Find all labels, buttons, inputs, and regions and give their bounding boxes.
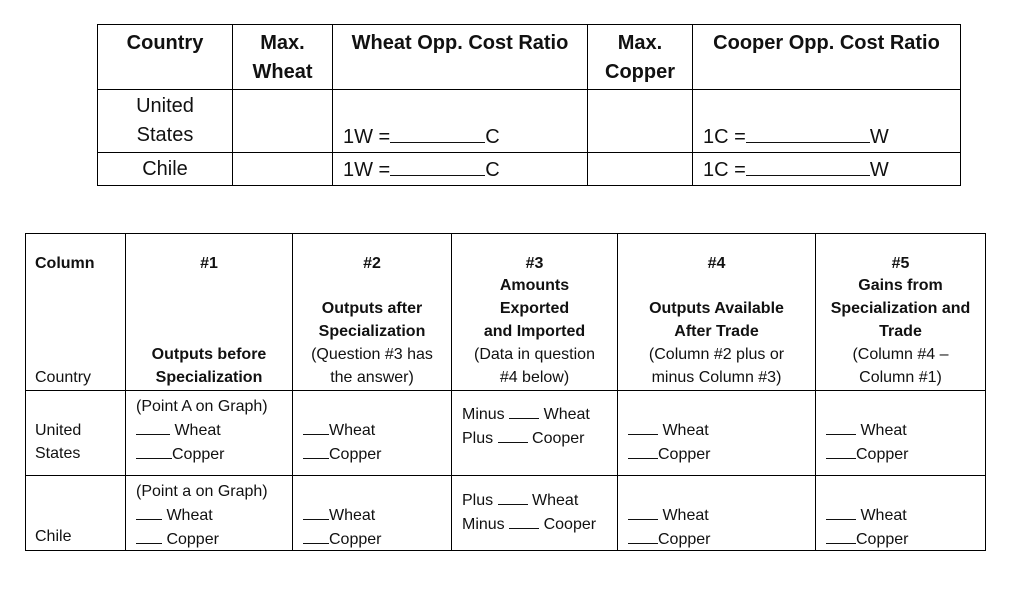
header-column-label: Column Country [26, 234, 126, 391]
max-wheat-cell[interactable] [233, 90, 333, 153]
blank-line[interactable] [746, 120, 870, 143]
bottom-header-row [26, 234, 986, 391]
col1-cell[interactable]: (Point a on Graph) Wheat Copper [126, 476, 293, 551]
table-row [26, 391, 986, 476]
max-copper-cell[interactable] [588, 153, 693, 186]
country-cell: Chile [98, 153, 233, 186]
col4-cell[interactable]: Wheat Copper [618, 391, 816, 476]
col4-cell[interactable]: Wheat Copper [618, 476, 816, 551]
country-cell: United States [98, 90, 233, 153]
header-copper-ratio: Cooper Opp. Cost Ratio [693, 25, 961, 90]
blank-line[interactable] [390, 120, 485, 143]
header-col-4: #4 Outputs Available After Trade (Column #2 plus or minus Column #3) [618, 234, 816, 391]
header-max-wheat: Max. Wheat [233, 25, 333, 90]
col3-cell[interactable]: Minus Wheat Plus Cooper [452, 391, 618, 476]
wheat-ratio-cell[interactable]: 1W = C [333, 90, 588, 153]
col5-cell[interactable]: Wheat Copper [816, 476, 986, 551]
col5-cell[interactable]: Wheat Copper [816, 391, 986, 476]
max-copper-cell[interactable] [588, 90, 693, 153]
table-row [98, 153, 961, 186]
col1-cell[interactable]: (Point A on Graph) Wheat Copper [126, 391, 293, 476]
col3-cell[interactable]: Plus Wheat Minus Cooper [452, 476, 618, 551]
table-row [98, 90, 961, 153]
header-col-5: #5 Gains from Specialization and Trade (Column #4 – Column #1) [816, 234, 986, 391]
col2-cell[interactable]: Wheat Copper [293, 391, 452, 476]
table-row [26, 476, 986, 551]
blank-line[interactable] [746, 153, 870, 176]
opportunity-cost-table [97, 24, 961, 186]
country-cell: United States [26, 391, 126, 476]
specialization-trade-table [25, 233, 986, 551]
copper-ratio-cell[interactable]: 1C = W [693, 90, 961, 153]
header-col-3: #3 Amounts Exported and Imported (Data in question #4 below) [452, 234, 618, 391]
header-country: Country [98, 25, 233, 90]
header-col-2: #2 Outputs after Specialization (Question #3 has the answer) [293, 234, 452, 391]
country-cell: Chile [26, 476, 126, 551]
col2-cell[interactable]: Wheat Copper [293, 476, 452, 551]
header-max-copper: Max. Copper [588, 25, 693, 90]
header-wheat-ratio: Wheat Opp. Cost Ratio [333, 25, 588, 90]
header-col-1: #1 Outputs before Specialization [126, 234, 293, 391]
max-wheat-cell[interactable] [233, 153, 333, 186]
top-header-row [98, 25, 961, 90]
copper-ratio-cell[interactable]: 1C = W [693, 153, 961, 186]
wheat-ratio-cell[interactable]: 1W = C [333, 153, 588, 186]
blank-line[interactable] [390, 153, 485, 176]
